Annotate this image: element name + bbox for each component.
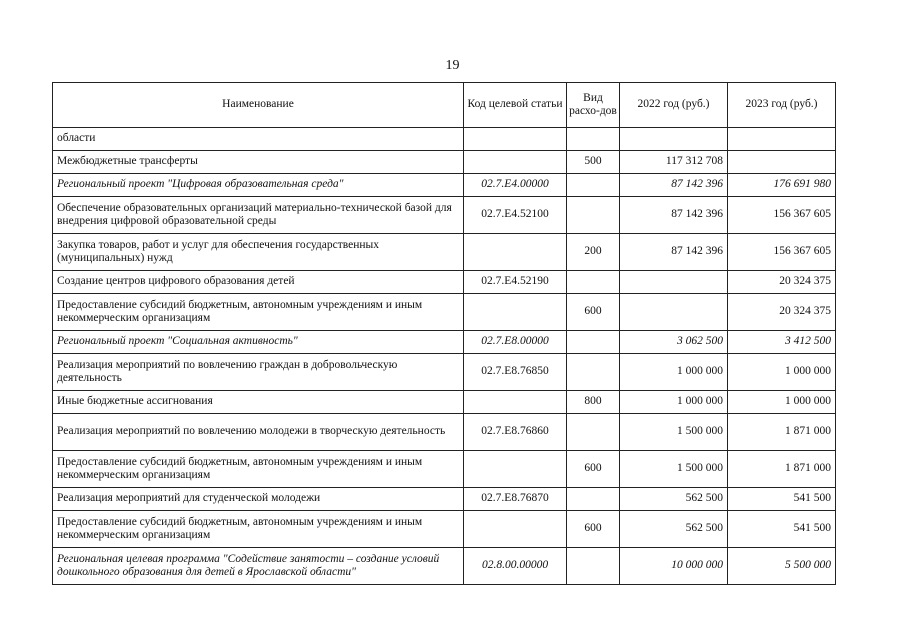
cell-2022: 562 500 xyxy=(620,511,728,548)
cell-code xyxy=(464,128,567,151)
cell-expense-type xyxy=(567,128,620,151)
cell-2023: 20 324 375 xyxy=(728,271,836,294)
cell-code: 02.7.Е8.76860 xyxy=(464,414,567,451)
cell-name: Предоставление субсидий бюджетным, автономным учреждениям и иным некоммерческим организациям xyxy=(53,294,464,331)
cell-name: Закупка товаров, работ и услуг для обеспечения государственных (муниципальных) нужд xyxy=(53,234,464,271)
cell-name: Региональный проект "Социальная активность" xyxy=(53,331,464,354)
table-row xyxy=(53,197,836,234)
table-row xyxy=(53,294,836,331)
table-row xyxy=(53,414,836,451)
cell-expense-type xyxy=(567,488,620,511)
cell-2023: 541 500 xyxy=(728,511,836,548)
cell-2023: 3 412 500 xyxy=(728,331,836,354)
cell-2022 xyxy=(620,128,728,151)
cell-expense-type xyxy=(567,197,620,234)
cell-2023: 1 000 000 xyxy=(728,391,836,414)
cell-name: Обеспечение образовательных организаций материально-технической базой для внедрения цифровой образовательной среды xyxy=(53,197,464,234)
cell-name: области xyxy=(53,128,464,151)
cell-name: Создание центров цифрового образования детей xyxy=(53,271,464,294)
cell-expense-type xyxy=(567,354,620,391)
table-row xyxy=(53,488,836,511)
cell-expense-type xyxy=(567,414,620,451)
cell-name: Межбюджетные трансферты xyxy=(53,151,464,174)
cell-name: Реализация мероприятий по вовлечению молодежи в творческую деятельность xyxy=(53,414,464,451)
cell-2022: 87 142 396 xyxy=(620,197,728,234)
cell-2022: 10 000 000 xyxy=(620,548,728,585)
cell-expense-type: 600 xyxy=(567,511,620,548)
cell-name: Региональная целевая программа "Содействие занятости – создание условий дошкольного образования для детей в Ярославской области" xyxy=(53,548,464,585)
cell-code: 02.8.00.00000 xyxy=(464,548,567,585)
cell-code xyxy=(464,451,567,488)
cell-expense-type: 600 xyxy=(567,294,620,331)
header-code: Код целевой статьи xyxy=(464,83,567,128)
cell-2022: 87 142 396 xyxy=(620,234,728,271)
cell-expense-type: 800 xyxy=(567,391,620,414)
cell-code: 02.7.Е4.52190 xyxy=(464,271,567,294)
cell-code: 02.7.Е4.52100 xyxy=(464,197,567,234)
cell-name: Реализация мероприятий для студенческой молодежи xyxy=(53,488,464,511)
cell-2023: 176 691 980 xyxy=(728,174,836,197)
table-row xyxy=(53,151,836,174)
cell-expense-type xyxy=(567,548,620,585)
cell-2022: 562 500 xyxy=(620,488,728,511)
cell-code xyxy=(464,151,567,174)
cell-2022: 3 062 500 xyxy=(620,331,728,354)
cell-2022: 1 500 000 xyxy=(620,451,728,488)
cell-name: Реализация мероприятий по вовлечению граждан в добровольческую деятельность xyxy=(53,354,464,391)
cell-2023: 541 500 xyxy=(728,488,836,511)
cell-2023: 20 324 375 xyxy=(728,294,836,331)
cell-expense-type: 500 xyxy=(567,151,620,174)
table-row xyxy=(53,451,836,488)
table-row xyxy=(53,128,836,151)
cell-name: Предоставление субсидий бюджетным, автономным учреждениям и иным некоммерческим организациям xyxy=(53,451,464,488)
cell-expense-type: 600 xyxy=(567,451,620,488)
table-row xyxy=(53,391,836,414)
cell-2022: 1 500 000 xyxy=(620,414,728,451)
cell-2023: 5 500 000 xyxy=(728,548,836,585)
cell-2023: 156 367 605 xyxy=(728,234,836,271)
cell-2023: 156 367 605 xyxy=(728,197,836,234)
header-2022: 2022 год (руб.) xyxy=(620,83,728,128)
cell-expense-type: 200 xyxy=(567,234,620,271)
cell-code xyxy=(464,511,567,548)
cell-2022: 117 312 708 xyxy=(620,151,728,174)
cell-code xyxy=(464,294,567,331)
table-row xyxy=(53,331,836,354)
table-row xyxy=(53,271,836,294)
budget-table xyxy=(52,82,836,585)
cell-name: Региональный проект "Цифровая образовательная среда" xyxy=(53,174,464,197)
header-2023: 2023 год (руб.) xyxy=(728,83,836,128)
cell-2023 xyxy=(728,151,836,174)
cell-2022: 87 142 396 xyxy=(620,174,728,197)
cell-name: Иные бюджетные ассигнования xyxy=(53,391,464,414)
cell-code: 02.7.Е4.00000 xyxy=(464,174,567,197)
cell-code: 02.7.Е8.76870 xyxy=(464,488,567,511)
cell-2023: 1 000 000 xyxy=(728,354,836,391)
cell-expense-type xyxy=(567,174,620,197)
cell-2023 xyxy=(728,128,836,151)
cell-2022: 1 000 000 xyxy=(620,354,728,391)
table-row xyxy=(53,174,836,197)
cell-2022 xyxy=(620,271,728,294)
page-number: 19 xyxy=(445,58,460,73)
cell-expense-type xyxy=(567,331,620,354)
cell-code xyxy=(464,391,567,414)
cell-code xyxy=(464,234,567,271)
table-row xyxy=(53,354,836,391)
cell-expense-type xyxy=(567,271,620,294)
cell-code: 02.7.Е8.00000 xyxy=(464,331,567,354)
cell-name: Предоставление субсидий бюджетным, автономным учреждениям и иным некоммерческим организациям xyxy=(53,511,464,548)
table-row xyxy=(53,511,836,548)
cell-2022 xyxy=(620,294,728,331)
table-row xyxy=(53,548,836,585)
cell-2023: 1 871 000 xyxy=(728,414,836,451)
table-header-row xyxy=(53,83,836,128)
table-row xyxy=(53,234,836,271)
cell-2023: 1 871 000 xyxy=(728,451,836,488)
cell-2022: 1 000 000 xyxy=(620,391,728,414)
header-expense-type: Вид расхо-дов xyxy=(567,83,620,128)
header-name: Наименование xyxy=(53,83,464,128)
cell-code: 02.7.Е8.76850 xyxy=(464,354,567,391)
